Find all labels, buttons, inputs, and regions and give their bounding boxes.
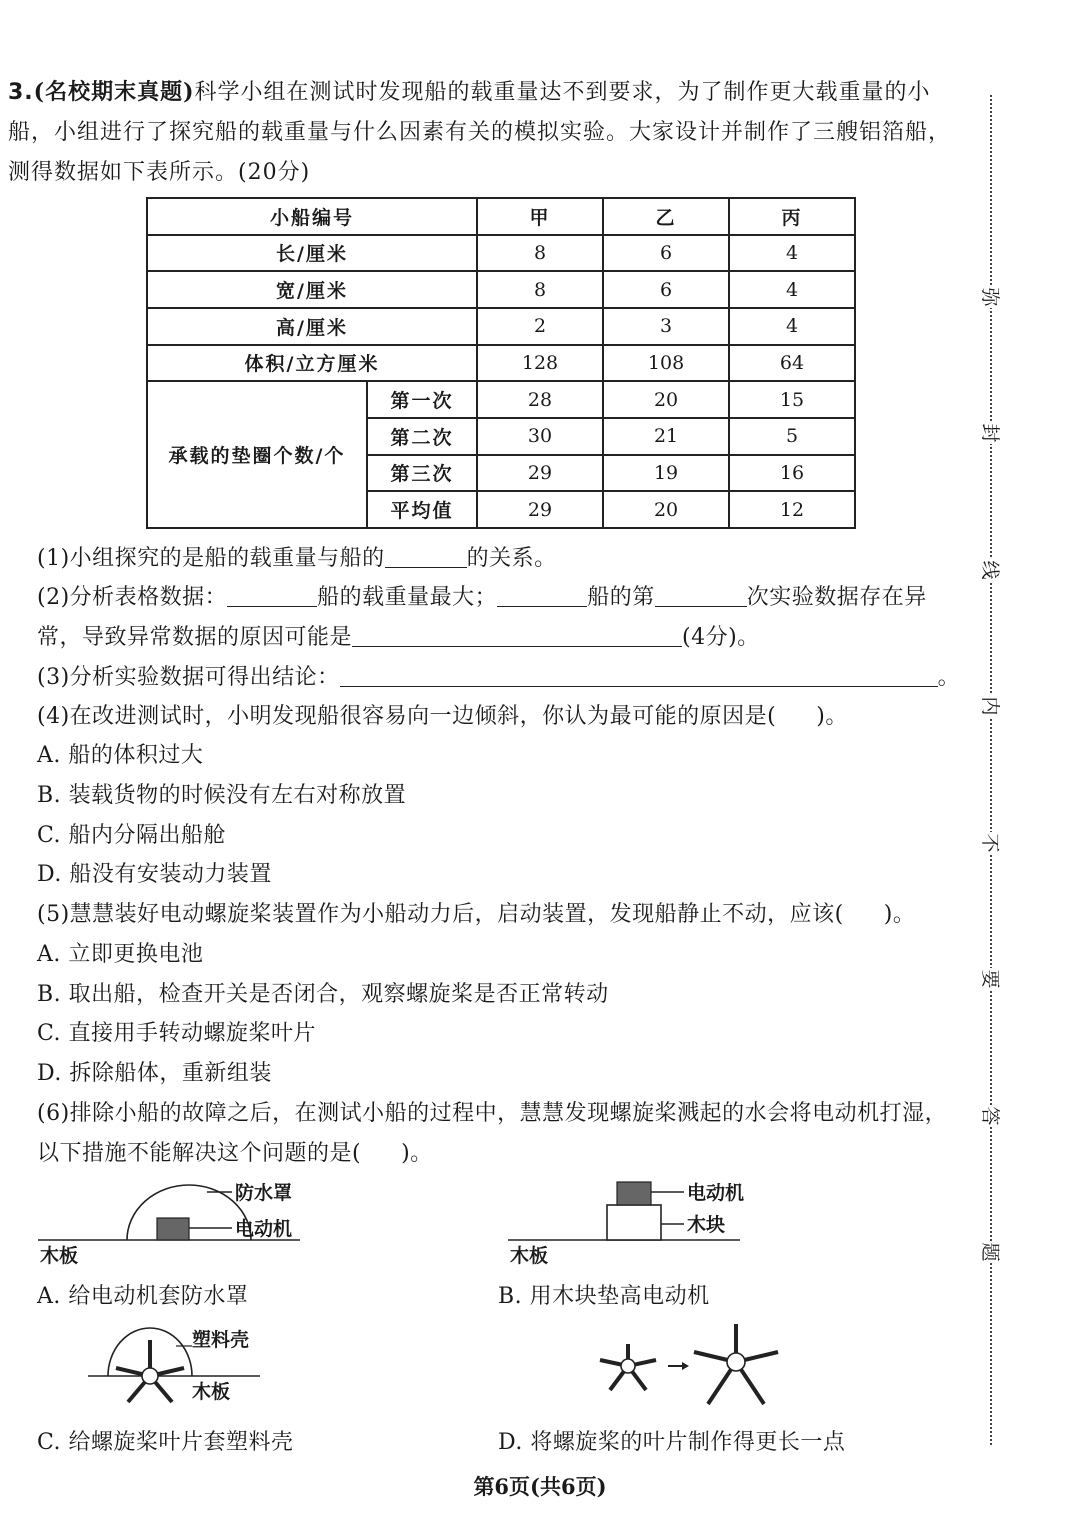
subquestion-3 [37,660,960,691]
table-row [147,235,855,272]
question-number: 3. [8,80,34,105]
table-cell: 30 [477,418,603,455]
table-cell: 21 [603,418,729,455]
table-row [147,308,855,345]
option: A. 立即更换电池 [37,942,204,967]
seal-char: 答 [979,1106,1001,1126]
table-header-row [147,198,855,235]
table-cell: 19 [603,455,729,492]
q5-stem: (5)慧慧装好电动螺旋桨装置作为小船动力后，启动装置，发现船静止不动，应该( [37,902,844,927]
option: B. 装载货物的时候没有左右对称放置 [37,783,407,808]
subquestion-2-cont [37,620,760,651]
q4-close: )。 [816,704,848,729]
seal-char: 要 [979,969,1001,989]
subquestion-6: (6)排除小船的故障之后，在测试小船的过程中，慧慧发现螺旋桨溅起的水会将电动机打湿， [37,1101,948,1126]
table-cell: 28 [477,381,603,418]
q5-close: )。 [883,902,916,927]
option-a-caption: A. 给电动机套防水罩 [37,1284,249,1309]
subquestion-2 [37,580,927,611]
option: D. 船没有安装动力装置 [37,862,272,887]
answer-blank[interactable] [655,586,747,607]
subquestion-6-cont [37,1136,433,1167]
seal-char: 弥 [979,287,1001,307]
option: A. 船的体积过大 [37,743,204,768]
seal-char: 内 [979,696,1001,716]
table-cell: 16 [729,455,855,492]
table-row [147,381,855,418]
table-cell: 15 [729,381,855,418]
table-cell: 8 [477,235,603,272]
row-label: 宽/厘米 [147,271,477,308]
figure-d-longer-blades [590,1320,790,1410]
figure-a-waterproof-cover [30,1172,330,1272]
table-cell: 128 [477,345,603,382]
page-footer: 第6页(共6页) [473,1474,607,1499]
motor-block [157,1218,189,1240]
table-cell: 12 [729,491,855,528]
option-c-caption: C. 给螺旋桨叶片套塑料壳 [37,1430,294,1455]
q3-text-a: (3)分析实验数据可得出结论： [37,665,340,690]
table-cell: 29 [477,455,603,492]
table-cell: 64 [729,345,855,382]
answer-blank[interactable] [497,586,587,607]
question-text: 科学小组在测试时发现船的载重量达不到要求，为了制作更大载重量的小船，小组进行了探究船的载重量与什么因素有关的模拟实验。大家设计并制作了三艘铝箔船，测得数据如下表所示。(20分) [8,80,952,185]
group-label: 承载的垫圈个数/个 [147,381,367,528]
arrow-icon [668,1362,689,1370]
figure-c-plastic-shell [80,1318,300,1408]
label-board: 木板 [192,1381,231,1403]
row-label: 第三次 [367,455,477,492]
subquestion-5 [37,897,915,928]
table-header-cell: 丙 [729,198,855,235]
table-cell: 5 [729,418,855,455]
table-header-cell: 乙 [603,198,729,235]
option: D. 拆除船体，重新组装 [37,1061,272,1086]
row-label: 体积/立方厘米 [147,345,477,382]
answer-blank[interactable] [340,666,938,687]
boat-data-table [146,197,856,529]
q2-text-f: (4分)。 [682,625,760,650]
table-cell: 20 [603,381,729,418]
answer-blank[interactable] [227,586,317,607]
q2-text-a: (2)分析表格数据： [37,585,228,610]
propeller-hub [727,1353,745,1371]
table-row [147,271,855,308]
label-motor: 电动机 [687,1182,745,1204]
subquestion-1 [37,541,557,572]
q2-text-e: 常，导致异常数据的原因可能是 [37,625,353,650]
answer-blank[interactable] [385,547,467,568]
label-board: 木板 [40,1245,79,1267]
option: C. 船内分隔出船舱 [37,823,227,848]
label-block: 木块 [687,1214,726,1236]
table-cell: 108 [603,345,729,382]
table-cell: 2 [477,308,603,345]
table-header-cell: 小船编号 [147,198,477,235]
q2-text-b: 船的载重量最大； [317,585,498,610]
label-board: 木板 [510,1245,549,1267]
option: C. 直接用手转动螺旋桨叶片 [37,1021,317,1046]
question-source: (名校期末真题) [33,79,195,105]
motor-block [617,1182,651,1205]
table-cell: 3 [603,308,729,345]
q2-text-d: 次实验数据存在异 [746,585,927,610]
figure-b-wooden-block [500,1172,800,1272]
propeller-hub [142,1368,158,1384]
table-cell: 4 [729,235,855,272]
propeller-hub [621,1359,635,1373]
subquestion-4 [37,699,848,730]
table-cell: 20 [603,491,729,528]
row-label: 长/厘米 [147,235,477,272]
table-cell: 8 [477,271,603,308]
option: B. 取出船，检查开关是否闭合，观察螺旋桨是否正常转动 [37,982,609,1007]
row-label: 高/厘米 [147,308,477,345]
q2-text-c: 船的第 [587,585,655,610]
label-shell: 塑料壳 [192,1329,250,1351]
table-cell: 4 [729,271,855,308]
label-cover: 防水罩 [235,1182,293,1204]
option-b-caption: B. 用木块垫高电动机 [498,1284,710,1309]
q4-stem: (4)在改进测试时，小明发现船很容易向一边倾斜，你认为最可能的原因是( [37,704,777,729]
q6-close: )。 [401,1141,433,1166]
seal-char: 不 [979,833,1001,853]
q3-text-b: 。 [937,665,961,690]
row-label: 第二次 [367,418,477,455]
q1-text-a: (1)小组探究的是船的载重量与船的 [37,546,385,571]
table-cell: 29 [477,491,603,528]
q6-stem: 以下措施不能解决这个问题的是( [37,1141,362,1166]
label-motor: 电动机 [235,1218,293,1240]
table-cell: 6 [603,271,729,308]
table-cell: 6 [603,235,729,272]
wood-block [607,1205,661,1240]
table-row [147,345,855,382]
row-label: 平均值 [367,491,477,528]
q1-text-b: 的关系。 [466,546,557,571]
table-header-cell: 甲 [477,198,603,235]
option-d-caption: D. 将螺旋桨的叶片制作得更长一点 [498,1430,846,1455]
question-intro [8,72,963,193]
answer-blank[interactable] [352,626,682,647]
seal-char: 封 [979,423,1001,443]
seal-char: 线 [979,560,1001,580]
table-cell: 4 [729,308,855,345]
row-label: 第一次 [367,381,477,418]
seal-char: 题 [979,1242,1001,1262]
